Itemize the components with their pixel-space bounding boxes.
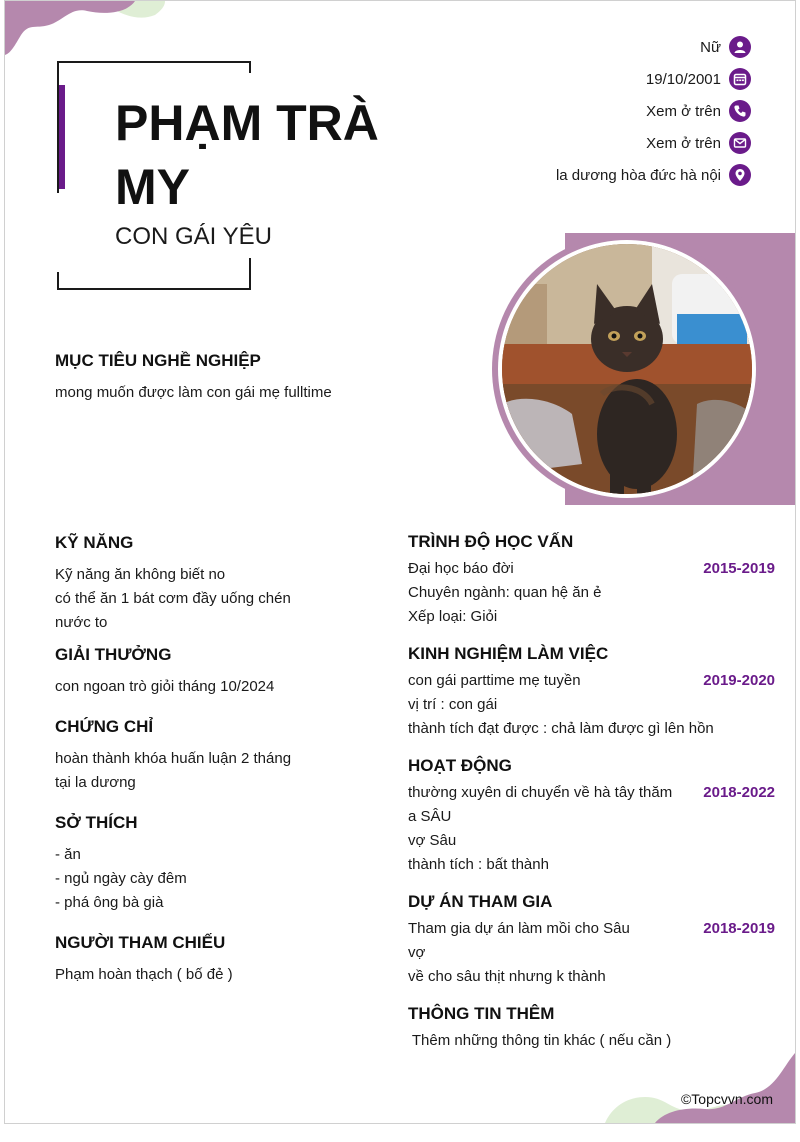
hobby-item: - ăn bbox=[55, 846, 81, 863]
profile-photo bbox=[502, 244, 752, 494]
projects-line: vợ bbox=[408, 944, 426, 961]
contact-info bbox=[451, 31, 751, 191]
footer-credit: ©Topcvvn.com bbox=[680, 1091, 773, 1107]
candidate-name: PHẠM TRÀ MY bbox=[115, 95, 379, 215]
skills-heading: KỸ NĂNG bbox=[55, 533, 134, 552]
hobbies-heading: SỞ THÍCH bbox=[55, 813, 138, 832]
activities-heading: HOẠT ĐỘNG bbox=[408, 756, 512, 775]
objective-text: mong muốn được làm con gái mẹ fulltime bbox=[55, 384, 332, 401]
activities-line: thành tích : bất thành bbox=[408, 856, 549, 873]
education-years: 2015-2019 bbox=[703, 560, 775, 577]
references-text: Phạm hoàn thạch ( bố đẻ ) bbox=[55, 966, 233, 983]
objective-heading: MỤC TIÊU NGHỀ NGHIỆP bbox=[55, 351, 261, 370]
education-line: Đại học báo đời bbox=[408, 560, 514, 577]
hobby-item: - phá ông bà già bbox=[55, 894, 164, 911]
contact-phone bbox=[451, 95, 751, 127]
cat-photo-illustration bbox=[502, 244, 752, 494]
certificates-heading: CHỨNG CHỈ bbox=[55, 717, 154, 736]
hobby-item: - ngủ ngày cày đêm bbox=[55, 870, 187, 887]
gender-text: Nữ bbox=[700, 38, 721, 56]
skills-line: nước to bbox=[55, 614, 108, 631]
email-text: Xem ở trên bbox=[646, 134, 721, 152]
more-info-heading: THÔNG TIN THÊM bbox=[408, 1004, 555, 1023]
activities-years: 2018-2022 bbox=[703, 784, 775, 801]
location-icon bbox=[729, 164, 751, 186]
education-heading: TRÌNH ĐỘ HỌC VẤN bbox=[408, 532, 574, 551]
awards-heading: GIẢI THƯỞNG bbox=[55, 645, 172, 664]
mail-icon bbox=[729, 132, 751, 154]
experience-years: 2019-2020 bbox=[703, 672, 775, 689]
more-info-text: Thêm những thông tin khác ( nếu cần ) bbox=[408, 1032, 672, 1049]
projects-line: Tham gia dự án làm mồi cho Sâu bbox=[408, 920, 630, 937]
contact-email bbox=[451, 127, 751, 159]
skills-line: Kỹ năng ăn không biết no bbox=[55, 566, 226, 583]
corner-decoration-bottom bbox=[605, 1053, 795, 1123]
awards-text: con ngoan trò giỏi tháng 10/2024 bbox=[55, 678, 275, 695]
contact-address bbox=[451, 159, 751, 191]
experience-heading: KINH NGHIỆM LÀM VIỆC bbox=[408, 644, 609, 663]
certificates-line: hoàn thành khóa huấn luận 2 tháng bbox=[55, 750, 292, 767]
cv-page bbox=[4, 0, 796, 1124]
education-line: Chuyên ngành: quan hệ ăn ẻ bbox=[408, 584, 602, 601]
experience-line: thành tích đạt được : chả làm được gì lên hồn bbox=[408, 720, 714, 737]
calendar-icon bbox=[729, 68, 751, 90]
contact-birthday bbox=[451, 63, 751, 95]
projects-years: 2018-2019 bbox=[703, 920, 775, 937]
certificates-line: tại la dương bbox=[55, 774, 136, 791]
birthday-text: 19/10/2001 bbox=[645, 70, 721, 88]
corner-decoration-top bbox=[5, 1, 165, 61]
name-accent-bar bbox=[59, 85, 65, 189]
contact-gender bbox=[451, 31, 751, 63]
projects-heading: DỰ ÁN THAM GIA bbox=[408, 892, 553, 911]
address-text: la dương hòa đức hà nội bbox=[555, 166, 721, 184]
activities-line: a SÂU bbox=[408, 808, 452, 825]
experience-line: con gái parttime mẹ tuyền bbox=[408, 672, 581, 689]
experience-line: vị trí : con gái bbox=[408, 696, 498, 713]
activities-line: vợ Sâu bbox=[408, 832, 457, 849]
references-heading: NGƯỜI THAM CHIẾU bbox=[55, 933, 226, 952]
projects-line: về cho sâu thịt nhưng k thành bbox=[408, 968, 606, 985]
phone-text: Xem ở trên bbox=[646, 102, 721, 120]
education-line: Xếp loại: Giỏi bbox=[408, 608, 498, 625]
candidate-title: CON GÁI YÊU bbox=[115, 223, 272, 250]
phone-icon bbox=[729, 100, 751, 122]
activities-line: thường xuyên di chuyển về hà tây thăm bbox=[408, 784, 673, 801]
skills-line: có thể ăn 1 bát cơm đầy uống chén bbox=[55, 590, 291, 607]
person-icon bbox=[729, 36, 751, 58]
